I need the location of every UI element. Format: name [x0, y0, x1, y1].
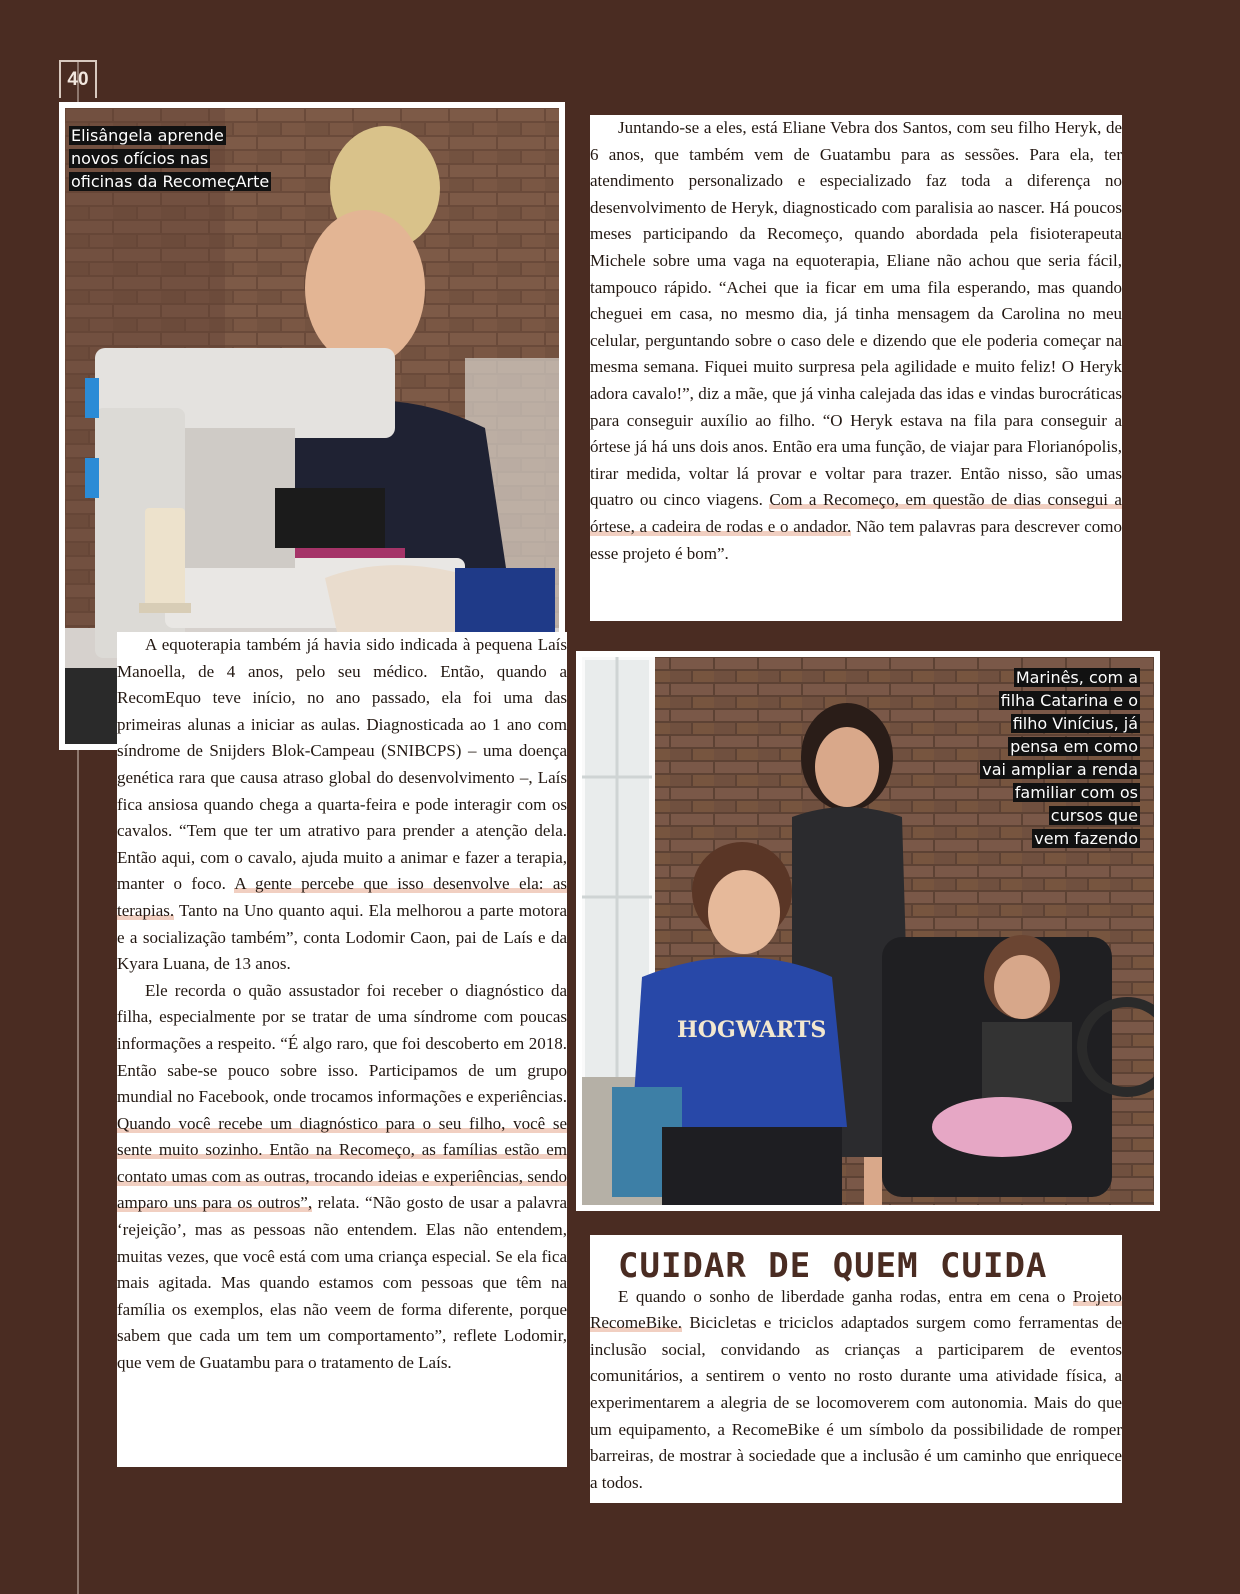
- highlighted-quote: Com a Recomeço, em questão de dias consegui a órtese, a cadeira de rodas e o andador.: [590, 490, 1122, 536]
- highlighted-quote: Quando você recebe um diagnóstico para o seu filho, você se sente muito sozinho. Então na Recomeço, as famílias estão em contato umas com as outras, trocando ideias e experiências, sendo amparo uns para os outros”,: [117, 1113, 567, 1213]
- caption-line: familiar com os: [1014, 783, 1138, 802]
- caption-line: Marinês, com a: [1015, 668, 1138, 687]
- caption-line: cursos que: [1050, 806, 1138, 825]
- page-number: 40: [59, 60, 97, 98]
- text-run: Juntando-se a eles, está Eliane Vebra dos Santos, com seu filho Heryk, de 6 anos, que também vem de Guatambu para as sessões. Para ela, ter atendimento personalizado e especializado faz toda a diferença no desenvolvimento de Heryk, diagnosticado com paralisia ao nascer. Há poucos meses participando da Recomeço, quando abordada pela fisioterapeuta Michele sobre uma vaga na equoterapia, Eliane não achou que seria fácil, tampouco rápido. “Achei que ia ficar em uma fila esperando, mas quando cheguei em casa, no mesmo dia, já tinha mensagem da Carolina no meu celular, perguntando sobre o caso dele e dizendo que ele poderia começar na mesma semana. Fiquei muito surpresa pela agilidade e muito feliz! O Heryk adora cavalo!”, diz a mãe, que já vinha calejada das idas e vindas burocráticas para conseguir auxílio ao filho. “O Heryk estava na fila para conseguir a órtese já há uns dois anos. Então era uma função, de viajar para Florianópolis, tirar medida, voltar lá provar e voltar para trazer. Então nisso, são umas quatro ou cinco viagens.: [590, 118, 1122, 510]
- caption-line: vai ampliar a renda: [982, 760, 1138, 779]
- photo-family-frame: [576, 651, 1160, 1211]
- caption-line: oficinas da RecomeçArte: [71, 172, 270, 191]
- right-top-text: [590, 115, 1122, 621]
- section-heading: CUIDAR DE QUEM CUIDA: [618, 1246, 1048, 1286]
- caption-line: novos ofícios nas: [71, 149, 209, 168]
- text-run: Bicicletas e triciclos adaptados surgem como ferramentas de inclusão social, convidando as crianças a participarem de eventos comunitários, a sentirem o vento no rosto durante uma atividade física, a experimentarem a alegria de se locomoverem com autonomia. Mais do que um equipamento, a RecomeBike é um símbolo da possibilidade de romper barreiras, de mostrar à sociedade que a inclusão é um caminho que enriquece a todos.: [590, 1313, 1122, 1492]
- paragraph: [117, 978, 567, 1377]
- shirt-text: HOGWARTS: [677, 1017, 827, 1043]
- highlighted-quote: A gente percebe que isso desenvolve ela: as terapias.: [117, 874, 568, 920]
- caption-family: [940, 666, 1140, 850]
- right-bottom-text: [590, 1235, 1122, 1503]
- caption-line: Elisângela aprende: [71, 126, 224, 145]
- highlighted-phrase: Projeto RecomeBike.: [590, 1286, 1122, 1333]
- caption-line: vem fazendo: [1034, 829, 1138, 848]
- text-run: Ele recorda o quão assustador foi receber o diagnóstico da filha, especialmente por se tratar de uma síndrome com poucas informações a respeito. “É algo raro, que foi descoberto em 2018. Então sabe-se pouco sobre isso. Participamos de um grupo mundial no Facebook, onde trocamos informações e experiências.: [117, 980, 567, 1107]
- caption-line: filho Vinícius, já: [1012, 714, 1138, 733]
- text-run: A equoterapia também já havia sido indicada à pequena Laís Manoella, de 4 anos, pelo seu médico. Então, quando a RecomEquo teve início, no ano passado, ela foi uma das primeiras alunas a iniciar as aulas. Diagnosticada ao 1 ano com síndrome de Snijders Blok-Campeau (SNIBCPS) – uma doença genética rara que causa atraso global do desenvolvimento –, Laís fica ansiosa quando chega a quarta-feira e pode interagir com os cavalos. “Tem que ter um atrativo para prender a atenção dela. Então aqui, com o cavalo, ajuda muito a animar e fazer a terapia, manter o foco.: [117, 635, 567, 894]
- paragraph: [117, 632, 567, 978]
- paragraph: [590, 1284, 1122, 1497]
- caption-sewing: [69, 124, 329, 193]
- caption-line: filha Catarina e o: [1000, 691, 1138, 710]
- left-text-column: [117, 632, 567, 1467]
- text-run: E quando o sonho de liberdade ganha rodas, entra em cena o: [618, 1286, 1073, 1306]
- paragraph: [590, 115, 1122, 567]
- text-run: Não tem palavras para descrever como esse projeto é bom”.: [590, 516, 1122, 563]
- text-run: Tanto na Uno quanto aqui. Ela melhorou a parte motora e a socialização também”, conta Lodomir Caon, pai de Laís e da Kyara Luana, de 13 anos.: [117, 900, 567, 974]
- text-run: relata. “Não gosto de usar a palavra ‘rejeição’, mas as pessoas não entendem. Elas não entendem, muitas vezes, que você está com uma criança especial. Se ela fica mais agitada. Mas quando estamos com pessoas que têm na família os exemplos, elas não veem de forma diferente, porque sabem que cada um tem um comportamento”, reflete Lodomir, que vem de Guatambu para o tratamento de Laís.: [117, 1193, 567, 1373]
- caption-line: pensa em como: [1010, 737, 1138, 756]
